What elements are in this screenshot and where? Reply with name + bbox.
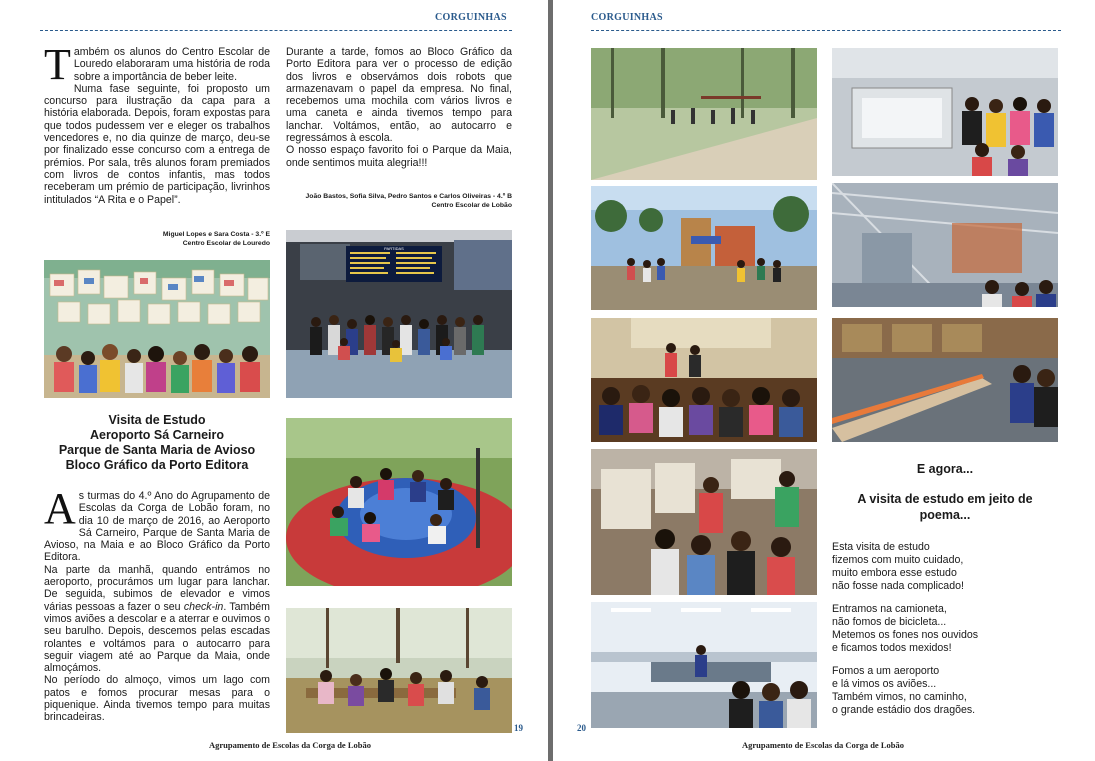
poem-line: e ficamos todos mexidos! <box>832 642 952 654</box>
poem-line: Metemos os fones nos ouvidos <box>832 629 979 641</box>
right-page <box>553 0 1095 761</box>
title-line: Parque de Santa Maria de Avioso <box>58 443 256 457</box>
poem-line: fizemos com muito cuidado, <box>832 554 964 566</box>
photo-picnic <box>286 608 512 733</box>
conveyor-photo-graphic <box>832 318 1058 442</box>
stanza <box>832 665 1058 717</box>
departure-board-label: PARTIDAS <box>384 246 404 251</box>
poem-subtitle-line: A visita de estudo em jeito de <box>857 492 1033 506</box>
paragraph: s turmas do 4.º Ano do Agrupamento de Escolas da Corga de Lobão foram, no dia 10 de março de 2016, ao Aeroporto Sá Carneiro, Parque de Santa Maria de Avioso, na Maia e ao Bloco Gráfico da Porto Editora. <box>44 490 270 564</box>
poem-subtitle <box>832 491 1058 523</box>
text-run: Na parte da manhã, quando entrámos no aeroporto, procurámos um lugar para lanchar. De seguida, subimos de elevador e vimos várias pessoas a fazer o seu <box>44 563 270 613</box>
factory-photo-graphic <box>832 183 1058 307</box>
signature-names: Miguel Lopes e Sara Costa - 3.º E <box>162 231 270 238</box>
title-line: Bloco Gráfico da Porto Editora <box>65 458 249 472</box>
italic-run: check-in <box>183 600 224 613</box>
page-footer: Agrupamento de Escolas da Corga de Lobão <box>742 740 904 750</box>
poem-subtitle-line: poema... <box>919 508 971 522</box>
photo-warehouse-robot <box>591 602 817 728</box>
paragraph: Durante a tarde, fomos ao Bloco Gráfico da Porto Editora para ver o processo de edição dos livros e observámos dois robots que armazenavam o papel da empresa. No final, recebemos uma mochila com vários livros e uma caneta e ainda tivemos tempo para lanchar. Voltámos, então, ao autocarro e regressámos à escola. <box>286 46 512 145</box>
photo-factory-floor <box>832 183 1058 307</box>
signature-school: Centro Escolar de Louredo <box>182 239 270 247</box>
paragraph: O nosso espaço favorito foi o Parque da Maia, onde sentimos muita alegria!!! <box>286 144 512 169</box>
photo-print-plant-group <box>832 48 1058 176</box>
poem-title: E agora... <box>916 462 974 476</box>
signature-school: Centro Escolar de Lobão <box>431 201 512 209</box>
poem-line: Também vimos, no caminho, <box>832 691 967 703</box>
warehouse-photo-graphic <box>591 602 817 728</box>
page-number: 19 <box>514 723 523 733</box>
article-visit-text <box>44 484 270 724</box>
playground-photo-graphic <box>591 186 817 310</box>
poem-line: não fomos de bicicleta... <box>832 616 947 628</box>
dropcap: A <box>44 484 76 533</box>
presentation-photo-graphic <box>591 318 817 442</box>
article-visit-continuation <box>286 46 512 169</box>
title-line: Visita de Estudo <box>108 413 206 427</box>
photo-park-playground <box>286 418 512 586</box>
page-number: 20 <box>577 723 586 733</box>
photo-airport-group <box>286 230 512 398</box>
paragraph-with-italic <box>44 564 270 675</box>
signature-lobao <box>286 193 512 210</box>
dropcap: T <box>44 40 71 89</box>
header-rule <box>591 30 1061 31</box>
park-photo-graphic <box>286 418 512 586</box>
poem-body <box>832 541 1058 727</box>
page-footer: Agrupamento de Escolas da Corga de Lobão <box>209 740 371 750</box>
signature-names: João Bastos, Sofia Silva, Pedro Santos e Carlos Oliveiras - 4.º B <box>305 193 512 200</box>
photo-book-stacks <box>591 449 817 595</box>
photo-park-path <box>591 48 817 180</box>
photo-presentation <box>591 318 817 442</box>
signature-louredo <box>120 231 270 248</box>
header-rule <box>40 30 512 31</box>
print-plant-photo-graphic <box>832 48 1058 176</box>
photo-classroom-drawings <box>44 260 270 398</box>
stanza <box>832 603 1058 655</box>
poem-line: Entramos na camioneta, <box>832 603 947 615</box>
paragraph: Numa fase seguinte, foi proposto um concurso para ilustração da capa para a história elaborada. Depois, foram expostas para que todos pudessem ver e eleger os trabalhos vencedores e, no dia quinze de março, deu-se por finalizado esse concurso com a entrega de prémios. Por sala, três alunos foram premiados com livros de contos infantis, mas todos receberam um prémio de participação, livrinhos intitulados “A Rita e o Papel”. <box>44 82 270 206</box>
page-header: CORGUINHAS <box>435 12 507 23</box>
picnic-photo-graphic <box>286 608 512 733</box>
page-header: CORGUINHAS <box>591 12 663 23</box>
park-path-photo-graphic <box>591 48 817 180</box>
poem-line: não fosse nada complicado! <box>832 580 964 592</box>
photo-playground-structure <box>591 186 817 310</box>
title-line: Aeroporto Sá Carneiro <box>89 428 225 442</box>
poem-line: muito embora esse estudo <box>832 567 957 579</box>
text-run: . Também vimos aviões a descolar e a aterrar e ouvimos o seu barulho. Depois, descemos pelas escadas rolantes e voltámos para o autocarro para seguir viagem até ao Parque da Maia, onde almoçámos. <box>44 600 270 675</box>
paragraph: No período do almoço, vimos um lago com patos e fomos procurar mesas para o piquenique. Ainda tivemos tempo para muitas brincadeiras. <box>44 674 270 724</box>
airport-photo-graphic <box>286 230 512 398</box>
article-louredo-text <box>44 40 270 206</box>
books-photo-graphic <box>591 449 817 595</box>
poem-line: Esta visita de estudo <box>832 541 930 553</box>
poem-line: o grande estádio dos dragões. <box>832 704 976 716</box>
paragraph: ambém os alunos do Centro Escolar de Louredo elaboraram uma história de roda sobre a importância de beber leite. <box>73 46 270 83</box>
poem-line: e lá vimos os aviões... <box>832 678 937 690</box>
photo-conveyor-belt <box>832 318 1058 442</box>
stanza <box>832 541 1058 593</box>
article-title <box>44 413 270 473</box>
poem-line: Fomos a um aeroporto <box>832 665 940 677</box>
classroom-photo-graphic <box>44 260 270 398</box>
